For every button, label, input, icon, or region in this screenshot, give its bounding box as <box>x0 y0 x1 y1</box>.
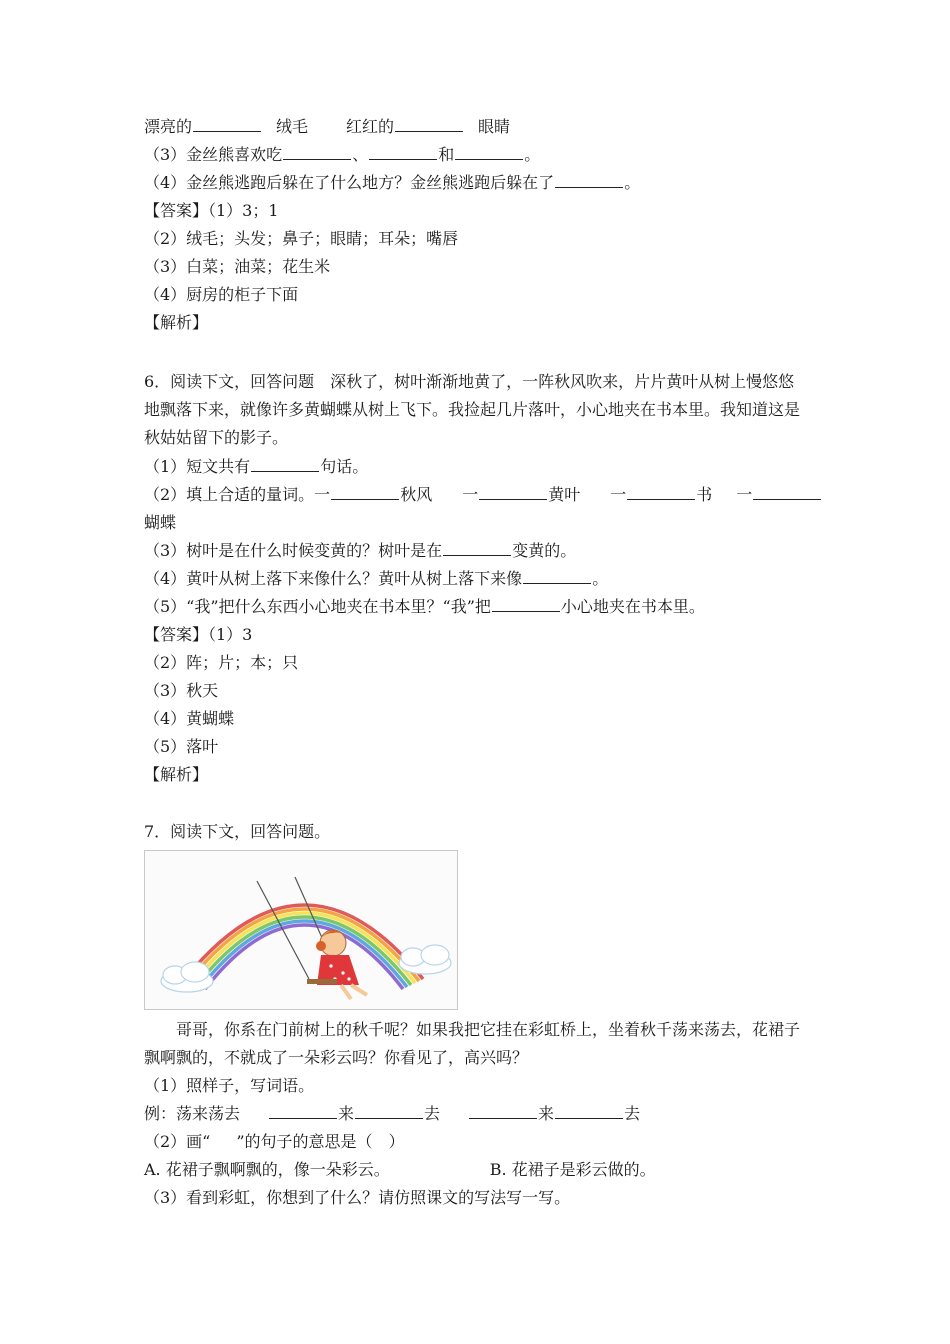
q7-option-a[interactable]: A. 花裙子飘啊飘的，像一朵彩云。 <box>144 1160 390 1179</box>
q7-options <box>144 1160 810 1180</box>
q5-sub4-end: 。 <box>624 173 641 192</box>
q7-stem: 7．阅读下文，回答问题。 <box>144 822 331 841</box>
q7-example-prefix: 例：荡来荡去 <box>144 1104 241 1123</box>
answer-blank <box>492 597 560 612</box>
q5-adj-c: 红红的 <box>346 117 395 136</box>
q6-sub4-prefix: （4）黄叶从树上落下来像什么？黄叶从树上落下来像 <box>144 569 523 588</box>
answer-blank <box>443 541 511 556</box>
q5-adj-b: 绒毛 <box>276 117 309 136</box>
q6-analysis: 【解析】 <box>144 765 209 784</box>
answer-blank <box>331 485 399 500</box>
q7-example-lai-2: 来 <box>538 1104 555 1123</box>
q5-sub4-text: （4）金丝熊逃跑后躲在了什么地方？金丝熊逃跑后躲在了 <box>144 173 555 192</box>
q7-example-qu-1: 去 <box>424 1104 441 1123</box>
q7-example-lai-1: 来 <box>338 1104 355 1123</box>
q7-sub1: （1）照样子，写词语。 <box>144 1076 315 1095</box>
q6-answer-3: （3）秋天 <box>144 681 219 700</box>
q5-adj-a: 漂亮的 <box>144 117 193 136</box>
q6-sub2-w3: 书 <box>696 485 713 504</box>
q6-sub1-suffix: 句话。 <box>320 457 369 476</box>
q6-sub5 <box>144 597 810 617</box>
q5-answer-label: 【答案】（1）3；1 <box>144 201 279 220</box>
q6-sub4 <box>144 569 810 589</box>
q7-sub2-prefix: （2）画“ <box>144 1132 211 1151</box>
q5-sub3-sep2: 和 <box>438 145 455 164</box>
answer-blank <box>395 117 463 132</box>
q6-answer-4: （4）黄蝴蝶 <box>144 709 235 728</box>
q6-sub5-suffix: 小心地夹在书本里。 <box>560 597 705 616</box>
q6-sub2-one2: 一 <box>462 485 479 504</box>
q6-sub3-prefix: （3）树叶是在什么时候变黄的？树叶是在 <box>144 541 443 560</box>
q6-sub3-suffix: 变黄的。 <box>512 541 577 560</box>
answer-blank <box>283 145 351 160</box>
answer-blank <box>555 1104 623 1119</box>
answer-blank <box>193 117 261 132</box>
q6-sub2-w1: 秋风 <box>400 485 433 504</box>
q6-stem: 6．阅读下文，回答问题 深秋了，树叶渐渐地黄了，一阵秋风吹来，片片黄叶从树上慢悠悠地飘落下来，就像许多黄蝴蝶从树上飞下。我捡起几片落叶，小心地夹在书本里。我知道这是秋姑姑留下的影子。 <box>144 372 801 447</box>
q7-passage: 哥哥，你系在门前树上的秋千呢？如果我把它挂在彩虹桥上，坐着秋千荡来荡去，花裙子飘啊飘的，不就成了一朵彩云吗？你看见了，高兴吗？ <box>144 1020 801 1067</box>
answer-blank <box>469 1104 537 1119</box>
q5-adj-d: 眼睛 <box>478 117 511 136</box>
q5-sub3-prefix: （3）金丝熊喜欢吃 <box>144 145 283 164</box>
rainbow-swing-illustration <box>144 850 458 1010</box>
answer-blank <box>523 569 591 584</box>
q6-sub3 <box>144 541 810 561</box>
q5-sub3-sep1: 、 <box>352 145 369 164</box>
q7-option-b[interactable]: B. 花裙子是彩云做的。 <box>489 1160 656 1179</box>
q6-sub2-prefix: （2）填上合适的量词。一 <box>144 485 331 504</box>
q6-sub5-prefix: （5）“我”把什么东西小心地夹在书本里？“我”把 <box>144 597 491 616</box>
q6-sub2 <box>144 485 810 505</box>
q6-sub1 <box>144 457 810 477</box>
q6-sub4-suffix: 。 <box>592 569 609 588</box>
q6-sub1-prefix: （1）短文共有 <box>144 457 251 476</box>
q5-answer-3: （3）白菜；油菜；花生米 <box>144 257 331 276</box>
answer-blank <box>555 173 623 188</box>
q5-sub4 <box>144 173 810 193</box>
q6-sub2-w2: 黄叶 <box>548 485 581 504</box>
answer-blank <box>753 485 821 500</box>
q6-sub2-one4: 一 <box>736 485 753 504</box>
q5-answer-4: （4）厨房的柜子下面 <box>144 285 299 304</box>
answer-blank <box>627 485 695 500</box>
q5-sub3-end: 。 <box>524 145 541 164</box>
answer-blank <box>355 1104 423 1119</box>
answer-blank <box>455 145 523 160</box>
q7-sub2-suffix: ”的句子的意思是（ ） <box>236 1132 405 1151</box>
q6-answer-2: （2）阵；片；本；只 <box>144 653 299 672</box>
q5-analysis: 【解析】 <box>144 313 209 332</box>
q7-example <box>144 1104 810 1124</box>
answer-blank <box>251 457 319 472</box>
q7-example-qu-2: 去 <box>624 1104 641 1123</box>
q7-sub2 <box>144 1132 810 1152</box>
q5-sub3 <box>144 145 810 165</box>
answer-blank <box>479 485 547 500</box>
answer-blank <box>269 1104 337 1119</box>
q6-answer-label: 【答案】（1）3 <box>144 625 253 644</box>
q5-answer-2: （2）绒毛；头发；鼻子；眼睛；耳朵；嘴唇 <box>144 229 459 248</box>
q5-adjective-line <box>144 117 810 137</box>
q6-sub2-one3: 一 <box>610 485 627 504</box>
q6-answer-5: （5）落叶 <box>144 737 219 756</box>
q6-sub2-cont: 蝴蝶 <box>144 513 177 532</box>
answer-blank <box>369 145 437 160</box>
q7-sub3: （3）看到彩虹，你想到了什么？请仿照课文的写法写一写。 <box>144 1188 571 1207</box>
